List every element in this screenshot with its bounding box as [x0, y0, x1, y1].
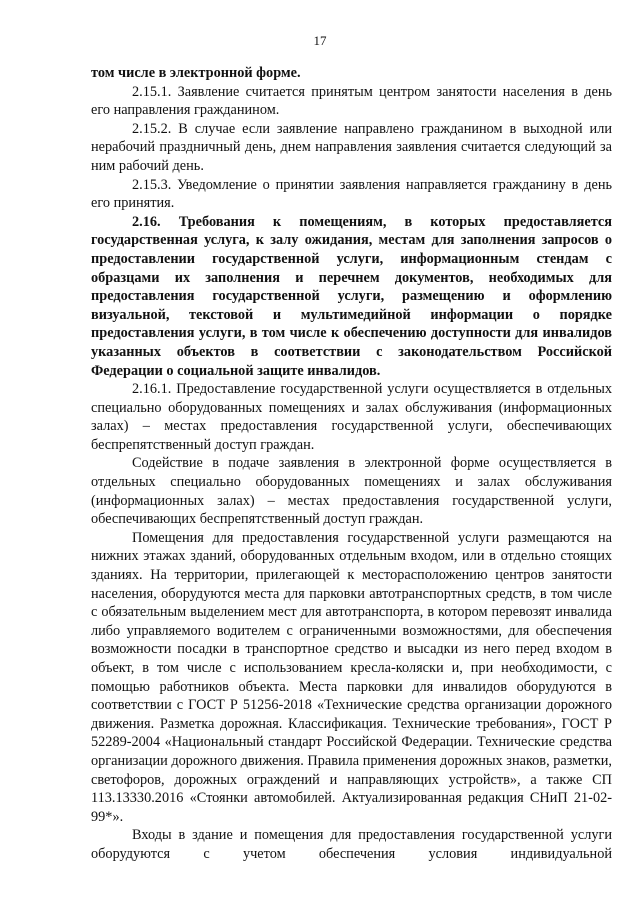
paragraph-continuation: том числе в электронной форме. — [91, 65, 301, 81]
paragraph-2-15-3: 2.15.3. Уведомление о принятии заявления направляется гражданину в день его принятия. — [91, 176, 612, 212]
section-heading-2-16: 2.16. Требования к помещениям, в которых предоставляется государственная услуга, к залу ожидания, местам для заполнения запросов о предоставлении государственной услуги, информационным стендам с образцами их заполнения и перечнем документов, необходимых для предоставления государственной услуги, размещению и оформлению визуальной, текстовой и мультимедийной информации о порядке предоставления услуги, в том числе к обеспечению доступности для инвалидов указанных объектов в соответствии с законодательством Российской Федерации о социальной защите инвалидов. — [91, 213, 612, 379]
paragraph-2-15-2: 2.15.2. В случае если заявление направлено гражданином в выходной или нерабочий праздничный день, днем направления заявления считается следующий за ним рабочий день. — [91, 120, 612, 174]
paragraph-premises-parking: Помещения для предоставления государственной услуги размещаются на нижних этажах зданий, оборудованных отдельным входом, или в отдельно стоящих зданиях. На территории, прилегающей к месторасположению центров занятости населения, оборудуются места для парковки автотранспортных средств, в том числе с обязательным выделением мест для автотранспорта, в котором перевозят инвалида либо управляемого водителем с ограниченными возможностями, для обеспечения возможности посадки в транспортное средство и высадки из него перед входом в объект, в том числе с использованием кресла-коляски и, при необходимости, с помощью работников объекта. Места парковки для инвалидов оборудуются в соответствии с ГОСТ Р 51256-2018 «Технические средства организации дорожного движения. Разметка дорожная. Классификация. Технические требования», ГОСТ Р 52289-2004 «Национальный стандарт Российской Федерации. Технические средства организации дорожного движения. Правила применения дорожных знаков, разметки, светофоров, дорожных ограждений и направляющих устройств», а также СП 113.13330.2016 «Стоянки автомобилей. Актуализированная редакция СНиП 21-02-99*». — [91, 529, 612, 825]
paragraph-2-15-1: 2.15.1. Заявление считается принятым центром занятости населения в день его направления гражданином. — [91, 83, 612, 119]
document-body — [91, 64, 612, 864]
paragraph-entrances: Входы в здание и помещения для предоставления государственной услуги оборудуются с учетом обеспечения условия индивидуальной — [91, 827, 612, 862]
paragraph-2-16-1: 2.16.1. Предоставление государственной услуги осуществляется в отдельных специально оборудованных помещениях и залах обслуживания (информационных залах) – местах предоставления государственной услуги, обеспечивающих беспрепятственный доступ граждан. — [91, 381, 612, 453]
paragraph-electronic-filing: Содействие в подаче заявления в электронной форме осуществляется в отдельных специально оборудованных помещениях и залах обслуживания (информационных залах) – местах предоставления государственной услуги, обеспечивающих беспрепятственный доступ граждан. — [91, 455, 612, 528]
page-number: 17 — [313, 33, 327, 48]
